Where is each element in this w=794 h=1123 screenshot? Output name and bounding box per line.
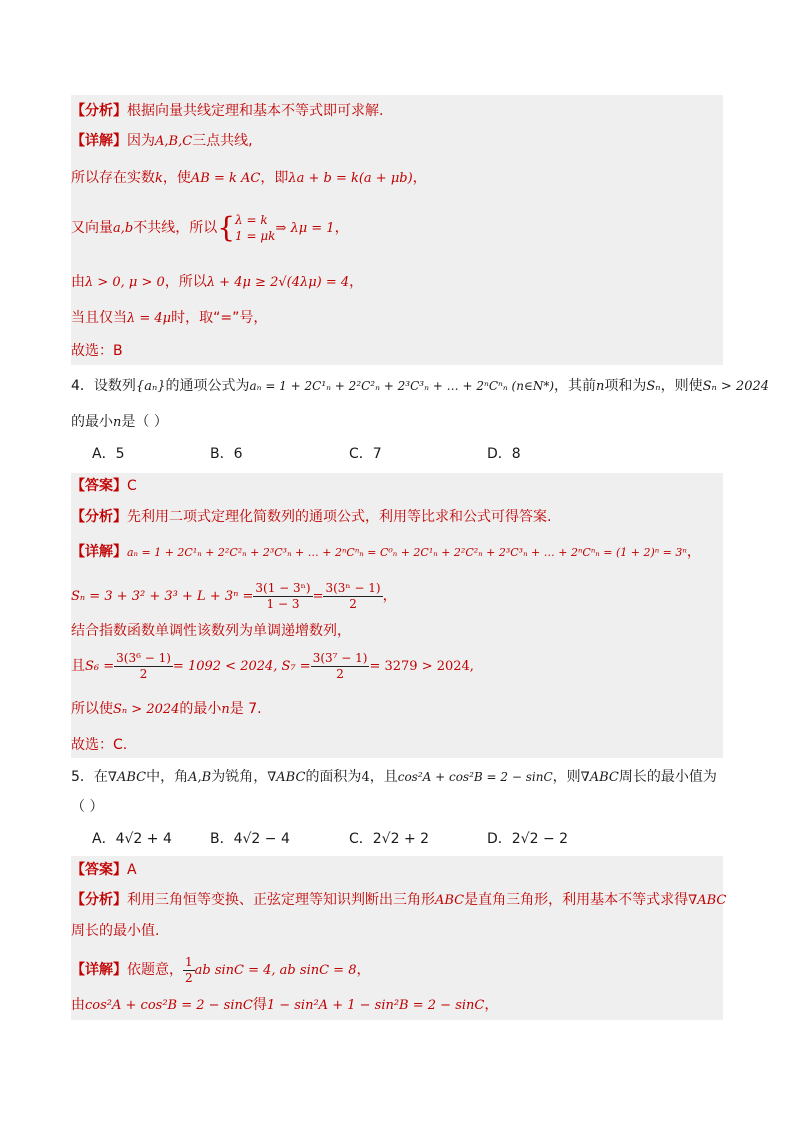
fraction: $\frac{\text{3(1 − 3ⁿ)}}{1 - 3}$ <box>255 580 311 611</box>
q4-detail-line-6: 故选：C. <box>71 737 128 753</box>
q5-option-a: A．4√2 + 4 <box>92 831 172 847</box>
fraction: $\frac{1}{2}$ <box>185 954 193 985</box>
q4-detail-line-1: 【详解】aₙ = 1 + 2C¹ₙ + 2²C²ₙ + 2³C³ₙ + … + 2ⁿCⁿₙ = C⁰ₙ + 2C¹ₙ + 2²C²ₙ + 2³C³ₙ + … + 2ⁿCⁿₙ = (1 + 2)ⁿ = 3ⁿ， <box>71 544 701 560</box>
q4-detail-line-4: 且S₆ = $\frac{\text{3(3⁶ − 1)}}{2}$ = 1092 < 2024, S₇ = $\frac{\text{3(3⁷ − 1)}}{2}$ = 3279 > 2024, <box>71 650 474 681</box>
q4-option-b: B．6 <box>210 446 243 462</box>
fraction: $\frac{\text{3(3⁷ − 1)}}{2}$ <box>312 650 368 681</box>
q3-detail-line-4: 由λ > 0, μ > 0，所以λ + 4μ ≥ 2√(4λμ) = 4， <box>71 274 364 290</box>
q4-answer: 【答案】C <box>71 478 137 494</box>
q5-option-d: D．2√2 − 2 <box>487 831 569 847</box>
q4-stem-line-2: 的最小n是（ ） <box>71 414 168 430</box>
q3-detail-line-3: 又向量a,b不共线，所以{ λ = k 1 = μk ⇒ λμ = 1， <box>71 211 349 244</box>
q3-detail-line-2: 所以存在实数k，使AB = k AC，即λa + b = k(a + μb)， <box>71 170 427 186</box>
q5-stem-line-1: 5．在∇ABC中，角A,B为锐角，∇ABC的面积为4，且cos²A + cos²B = 2 − sinC，则∇ABC周长的最小值为 <box>71 769 717 785</box>
q5-stem-line-2: （ ） <box>71 799 104 815</box>
fraction: $\frac{\text{3(3⁶ − 1)}}{2}$ <box>116 650 171 681</box>
q5-detail-line-1: 【详解】依题意， $\frac{1}{2}$ ab sinC = 4, ab sinC = 8， <box>71 954 371 985</box>
q4-stem-line-1: 4．设数列{aₙ}的通项公式为aₙ = 1 + 2C¹ₙ + 2²C²ₙ + 2³C³ₙ + … + 2ⁿCⁿₙ (n∈N*)，其前n项和为Sₙ，则使Sₙ > 2024 <box>71 378 770 394</box>
q4-option-a: A．5 <box>92 446 125 462</box>
q3-detail-line-1: 【详解】因为A,B,C三点共线, <box>71 133 253 149</box>
q4-analysis: 【分析】先利用二项式定理化简数列的通项公式，利用等比求和公式可得答案. <box>71 509 552 525</box>
q5-option-c: C．2√2 + 2 <box>349 831 430 847</box>
left-brace: { <box>217 211 236 244</box>
q3-detail-line-5: 当且仅当λ = 4μ时，取“=”号， <box>71 310 268 326</box>
q5-analysis-line-2: 周长的最小值. <box>71 923 160 939</box>
q5-detail-line-2: 由cos²A + cos²B = 2 − sinC得1 − sin²A + 1 − sin²B = 2 − sinC， <box>71 997 499 1013</box>
q5-analysis-line-1: 【分析】利用三角恒等变换、正弦定理等知识判断出三角形ABC是直角三角形，利用基本不等式求得∇ABC <box>71 892 727 908</box>
q4-option-c: C．7 <box>349 446 382 462</box>
q4-detail-line-5: 所以使Sₙ > 2024的最小n是 7. <box>71 701 262 717</box>
q5-answer: 【答案】A <box>71 862 137 878</box>
q3-detail-line-6: 故选：B <box>71 343 123 359</box>
fraction: $\frac{\text{3(3ⁿ − 1)}}{2}$ <box>325 580 381 611</box>
q4-detail-line-2: Sₙ = 3 + 3² + 3³ + L + 3ⁿ = $\frac{\text{3(1 − 3ⁿ)}}{1 - 3}$ = $\frac{\text{3(3ⁿ − 1)}}{2}$ ， <box>71 580 397 611</box>
q3-analysis: 【分析】根据向量共线定理和基本不等式即可求解. <box>71 103 384 119</box>
q5-option-b: B．4√2 − 4 <box>210 831 290 847</box>
equation-system: λ = k 1 = μk <box>235 213 276 243</box>
q4-option-d: D．8 <box>487 446 521 462</box>
q4-detail-line-3: 结合指数函数单调性该数列为单调递增数列， <box>71 623 351 639</box>
